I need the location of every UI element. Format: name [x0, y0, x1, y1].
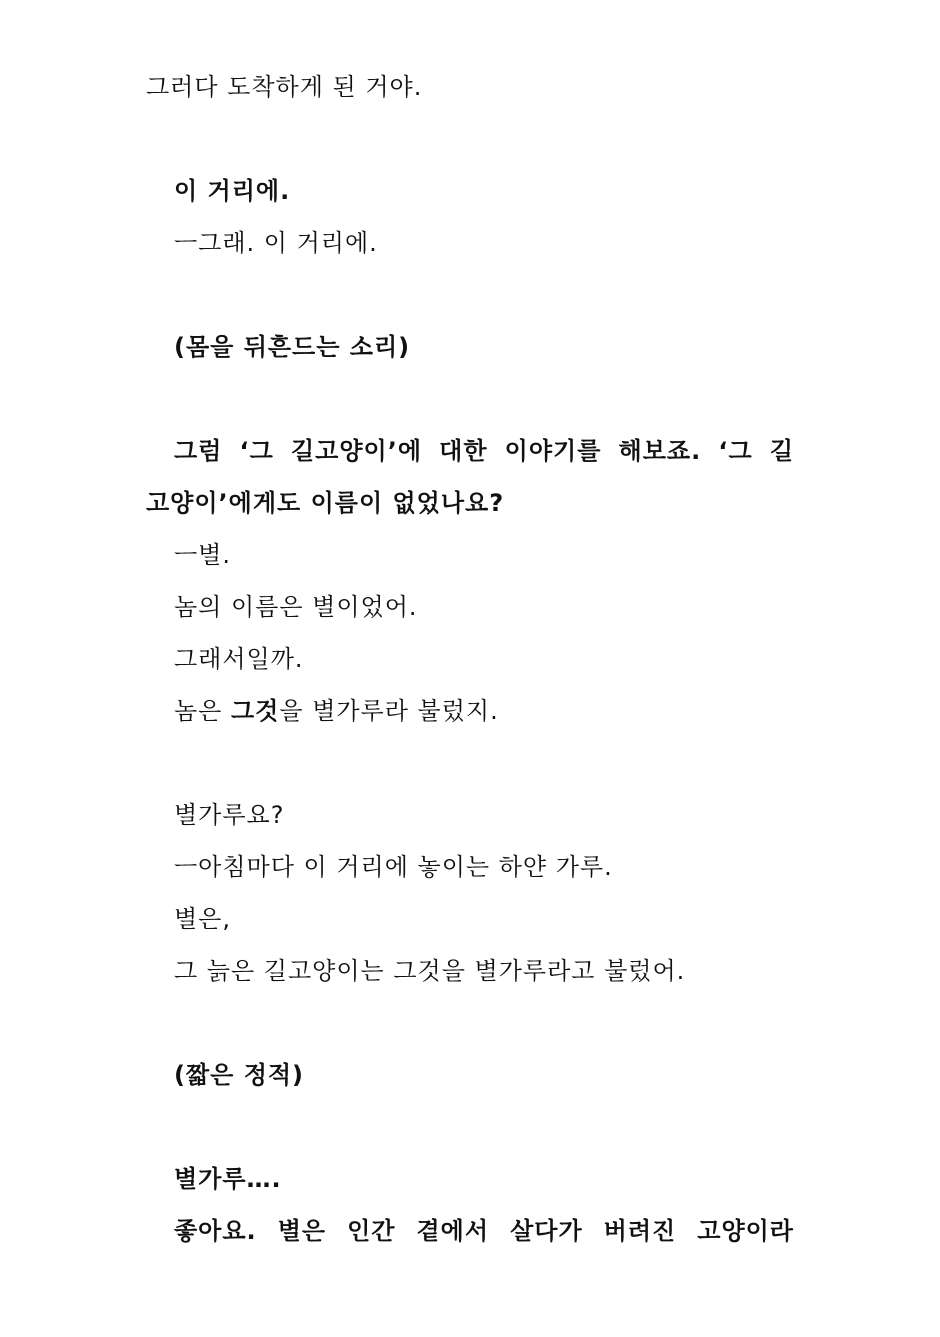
interviewer-line: 좋아요. 별은 인간 곁에서 살다가 버려진 고양이라: [174, 1217, 794, 1245]
interviewer-line: 이 거리에.: [174, 177, 291, 205]
interviewer-line: 별가루….: [174, 1165, 282, 1193]
response-line: ㅡ그래. 이 거리에.: [174, 229, 378, 257]
stage-direction: (몸을 뒤흔드는 소리): [174, 333, 411, 361]
interviewer-line: 그럼 ‘그 길고양이’에 대한 이야기를 해보죠. ‘그 길: [174, 437, 794, 465]
text-segment: 을 별가루라 불렀지.: [279, 697, 499, 725]
interviewer-line: 별가루요?: [174, 801, 285, 829]
stage-direction: (짧은 정적): [174, 1061, 305, 1089]
emphasized-text: 그것: [231, 697, 280, 725]
response-line: 별은,: [174, 905, 231, 933]
response-line: 그 늙은 길고양이는 그것을 별가루라고 불렀어.: [174, 957, 686, 985]
response-line: 놈의 이름은 별이었어.: [174, 593, 418, 621]
response-line: ㅡ아침마다 이 거리에 놓이는 하얀 가루.: [174, 853, 613, 881]
response-line: [174, 694, 499, 728]
response-line: 그래서일까.: [174, 645, 304, 673]
interviewer-line: 고양이’에게도 이름이 없었나요?: [146, 489, 505, 517]
narration-line: 그러다 도착하게 된 거야.: [146, 73, 423, 101]
response-line: ㅡ별.: [174, 541, 231, 569]
text-segment: 놈은: [174, 697, 231, 725]
